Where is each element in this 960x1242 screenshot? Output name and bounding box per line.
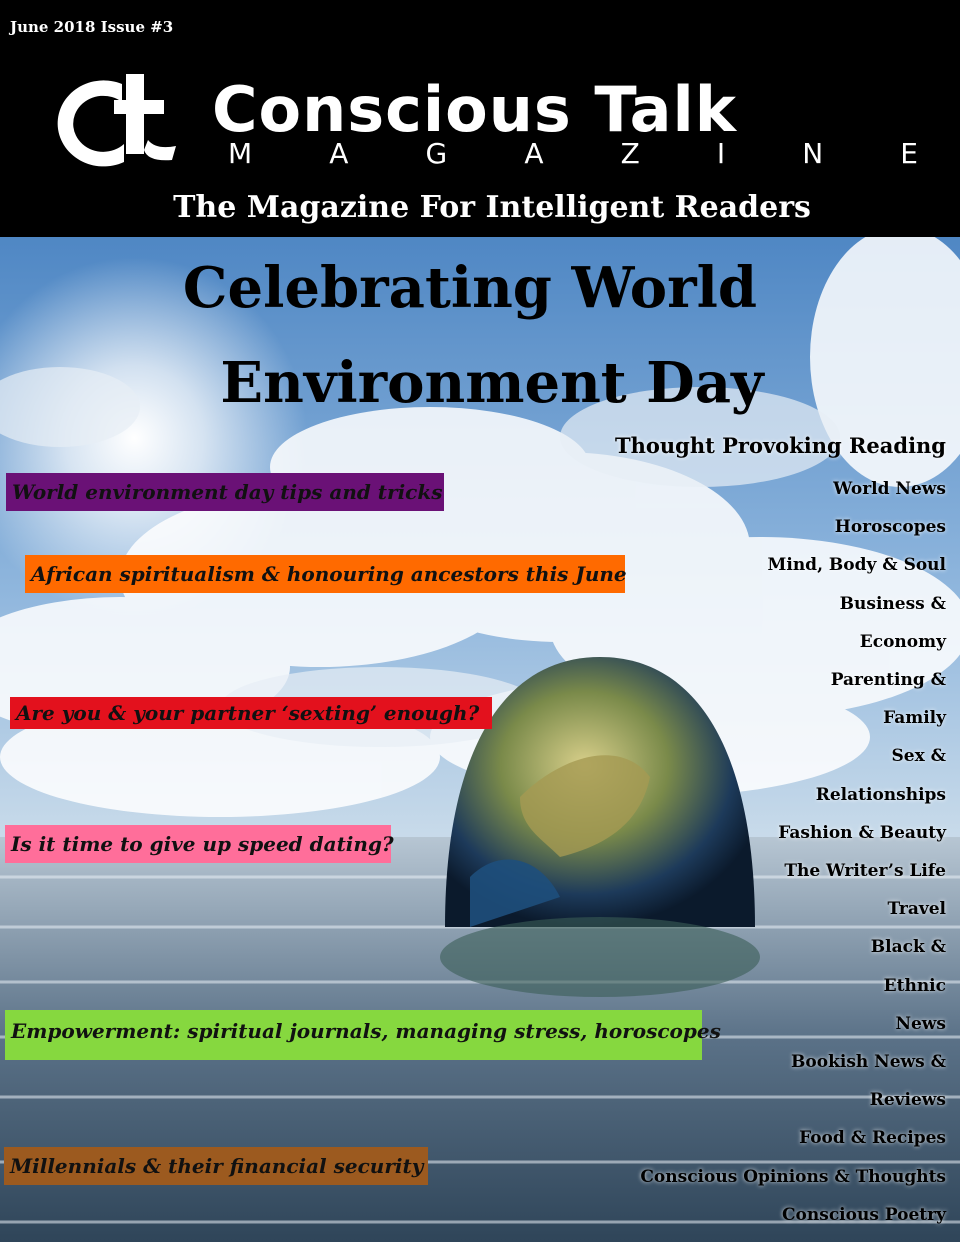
cover-headline-line-2: Environment Day (220, 350, 764, 416)
magazine-title: Conscious Talk (212, 73, 737, 146)
contents-item[interactable]: Black & (870, 937, 946, 958)
ct-logo-icon (52, 70, 192, 170)
contents-item[interactable]: Mind, Body & Soul (767, 555, 946, 576)
contents-item[interactable]: Sex & (891, 746, 946, 767)
contents-item[interactable]: The Writer’s Life (784, 861, 946, 882)
subtitle-letter: A (524, 137, 544, 170)
tagline: The Magazine For Intelligent Readers (173, 190, 811, 225)
contents-list (640, 470, 946, 1234)
contents-item[interactable]: Conscious Poetry (782, 1204, 946, 1225)
feature-banner[interactable]: Empowerment: spiritual journals, managing stress, horoscopes (5, 1010, 702, 1060)
contents-item[interactable]: Relationships (815, 784, 946, 805)
feature-banner[interactable]: World environment day tips and tricks (6, 473, 444, 511)
subtitle-letter: Z (620, 137, 640, 170)
feature-banner[interactable]: African spiritualism & honouring ancestors this June (25, 555, 625, 593)
contents-item[interactable]: Food & Recipes (799, 1128, 946, 1149)
contents-item[interactable]: Business & (839, 593, 946, 614)
contents-item[interactable]: Reviews (869, 1090, 946, 1111)
feature-banner[interactable]: Are you & your partner ‘sexting’ enough? (10, 697, 492, 729)
feature-banner[interactable]: Is it time to give up speed dating? (5, 825, 391, 863)
contents-item[interactable]: Bookish News & (791, 1052, 946, 1073)
subtitle-letter: M (228, 137, 253, 170)
contents-item[interactable]: Parenting & (830, 670, 946, 691)
subtitle-letter: I (716, 137, 726, 170)
magazine-subtitle (228, 137, 918, 170)
contents-heading: Thought Provoking Reading (614, 433, 946, 458)
contents-item[interactable]: Horoscopes (834, 517, 946, 538)
cover-headline-line-1: Celebrating World (182, 255, 758, 321)
contents-item[interactable]: Travel (887, 899, 946, 920)
issue-date: June 2018 Issue #3 (10, 18, 174, 36)
subtitle-letter: G (425, 137, 448, 170)
contents-item[interactable]: Family (883, 708, 946, 729)
subtitle-letter: E (900, 137, 918, 170)
feature-banner[interactable]: Millennials & their financial security (4, 1147, 428, 1185)
subtitle-letter: A (329, 137, 349, 170)
contents-item[interactable]: Economy (859, 631, 946, 652)
contents-item[interactable]: Conscious Opinions & Thoughts (640, 1166, 946, 1187)
masthead (0, 0, 960, 237)
contents-item[interactable]: Fashion & Beauty (778, 822, 946, 843)
contents-item[interactable]: News (895, 1013, 946, 1034)
contents-item[interactable]: World News (833, 479, 946, 499)
subtitle-letter: N (802, 137, 824, 170)
contents-item[interactable]: Ethnic (883, 975, 946, 996)
